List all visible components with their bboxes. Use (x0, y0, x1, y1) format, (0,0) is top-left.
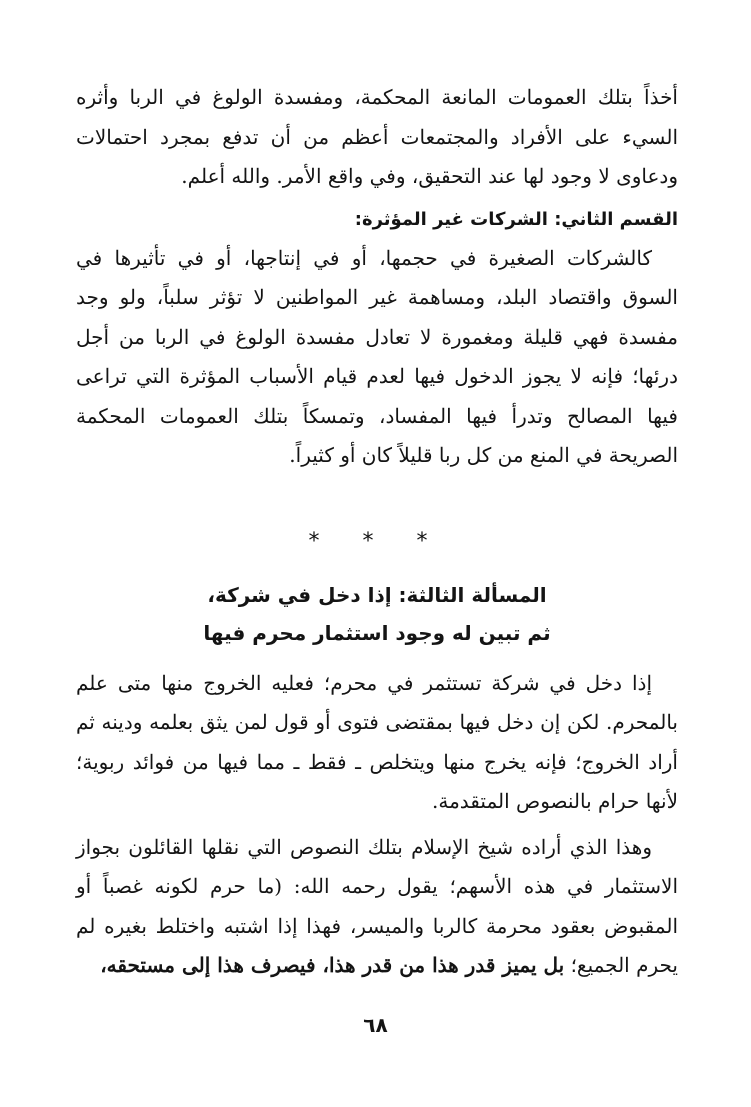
paragraph-ibn-taymiyyah-quote (76, 828, 678, 986)
page-body (76, 78, 678, 986)
section-separator: * * * (308, 528, 446, 554)
paragraph-conclusion: أخذاً بتلك العمومات المانعة المحكمة، ومفسدة الولوغ في الربا وأثره السيء على الأفراد والمجتمعات أعظم من أن تدفع بمجرد احتمالات ودعاوى لا وجود لها عند التحقيق، وفي واقع الأمر. والله أعلم. (76, 85, 678, 188)
chapter-title-line-2: ثم تبين له وجود استثمار محرم فيها (203, 620, 551, 645)
quote-bold-text: بل يميز قدر هذا من قدر هذا، فيصرف هذا إلى مستحقه، (100, 953, 565, 977)
chapter-title-line-1: المسألة الثالثة: إذا دخل في شركة، (207, 582, 547, 607)
quote-text: وهذا الذي أراده شيخ الإسلام بتلك النصوص التي نقلها القائلون بجواز الاستثمار في هذه الأسهم؛ يقول رحمه الله: (ما حرم لكونه غصباً أو المقبوض بعقود محرمة كالربا والميسر، فهذا إذا اشتبه واختلط بغيره لم يحرم الجميع؛ (76, 834, 678, 977)
chapter-title (76, 576, 678, 652)
section-heading-non-influential-companies: القسم الثاني: الشركات غير المؤثرة: (354, 208, 678, 230)
paragraph-non-influential-companies: كالشركات الصغيرة في حجمها، أو في إنتاجها، أو في تأثيرها في السوق واقتصاد البلد، ومساهمة غير المواطنين لا تؤثر سلباً، ولو وجد مفسدة فهي قليلة ومغمورة لا تعادل مفسدة الولوغ في الربا من أجل درئها؛ فإنه لا يجوز الدخول فيها لعدم قيام الأسباب المؤثرة التي تراعى فيها المصالح وتدرأ فيها المفساد، وتمسكاً بتلك العمومات المحكمة الصريحة في المنع من كل ربا قليلاً كان أو كثيراً. (76, 245, 678, 467)
page-number: ٦٨ (363, 1013, 388, 1037)
paragraph-exit-ruling: إذا دخل في شركة تستثمر في محرم؛ فعليه الخروج منها متى علم بالمحرم. لكن إن دخل فيها بمقتضى فتوى أو قول لمن يثق بعلمه ودينه ثم أراد الخروج؛ فإنه يخرج منها ويتخلص ـ فقط ـ مما فيها من فوائد ربوية؛ لأنها حرام بالنصوص المتقدمة. (76, 670, 678, 813)
